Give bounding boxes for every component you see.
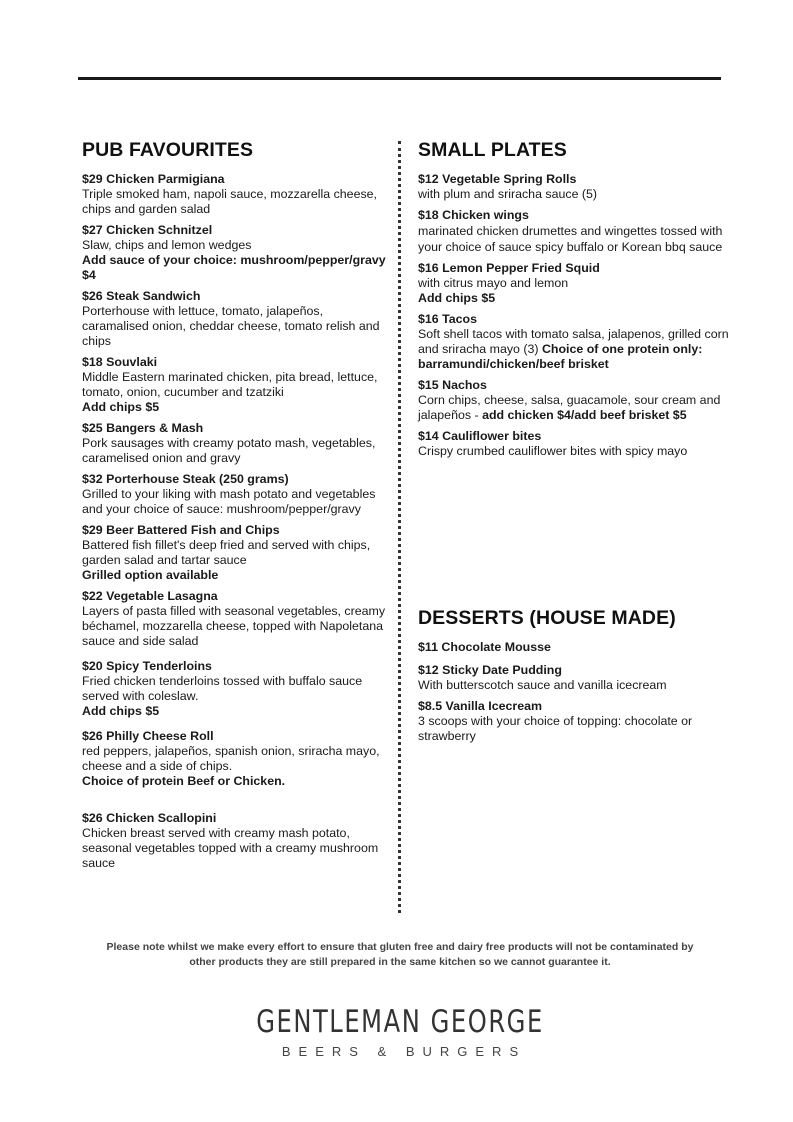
item-desc: Triple smoked ham, napoli sauce, mozzarella cheese, chips and garden salad: [82, 187, 377, 216]
item-desc: marinated chicken drumettes and wingettes tossed with your choice of sauce spicy buffalo or Korean bbq sauce: [418, 224, 723, 254]
menu-item: [82, 523, 392, 583]
item-desc: [418, 393, 738, 423]
item-desc: Battered fish fillet's deep fried and served with chips, garden salad and tartar sauce: [82, 538, 371, 567]
item-name: $11 Chocolate Mousse: [418, 640, 551, 654]
menu-item: [418, 312, 738, 372]
menu-item: [418, 640, 738, 655]
menu-item: [82, 172, 392, 217]
item-name: $16 Tacos: [418, 312, 478, 326]
item-note: Choice of protein Beef or Chicken.: [82, 774, 286, 788]
item-name: $16 Lemon Pepper Fried Squid: [418, 261, 600, 275]
menu-item: [82, 811, 392, 871]
item-name: $8.5 Vanilla Icecream: [418, 699, 542, 713]
section-title: DESSERTS (HOUSE MADE): [418, 607, 676, 629]
menu-item: [418, 429, 738, 459]
item-desc: [418, 327, 738, 372]
item-name: $18 Souvlaki: [82, 355, 158, 369]
disclaimer: [80, 940, 720, 970]
menu-item: [82, 659, 392, 719]
item-name: $29 Beer Battered Fish and Chips: [82, 523, 280, 537]
column-divider: [398, 141, 401, 913]
item-desc: Pork sausages with creamy potato mash, vegetables, caramelised onion and gravy: [82, 436, 376, 465]
brand-logo: [200, 1004, 600, 1059]
item-desc: red peppers, jalapeños, spanish onion, sriracha mayo, cheese and a side of chips.: [82, 744, 380, 773]
item-name: $12 Sticky Date Pudding: [418, 663, 562, 677]
menu-item: [418, 208, 738, 255]
menu-item: [418, 261, 738, 306]
menu-item: [418, 378, 738, 423]
item-desc-text: Corn chips, cheese, salsa, guacamole, sour cream and jalapeños -: [418, 393, 721, 422]
item-name: $32 Porterhouse Steak (250 grams): [82, 472, 289, 486]
menu-item: [82, 289, 392, 349]
desserts-section: [418, 607, 738, 750]
menu-item: [82, 472, 392, 517]
item-name: $18 Chicken wings: [418, 208, 529, 222]
item-desc: With butterscotch sauce and vanilla icecream: [418, 678, 667, 692]
item-name: $27 Chicken Schnitzel: [82, 223, 213, 237]
menu-item: [418, 172, 738, 202]
menu-item: [418, 663, 738, 693]
item-desc-text: Soft shell tacos with tomato salsa, jalapenos, grilled corn and sriracha mayo (3): [418, 327, 729, 356]
item-desc-bold: add chicken $4/add beef brisket $5: [482, 408, 687, 422]
item-desc: Porterhouse with lettuce, tomato, jalapeños, caramalised onion, cheddar cheese, tomato relish and chips: [82, 304, 380, 348]
item-desc: with citrus mayo and lemon: [418, 276, 569, 290]
item-desc: Slaw, chips and lemon wedges: [82, 238, 252, 252]
item-name: $25 Bangers & Mash: [82, 421, 204, 435]
disclaimer-line: other products they are still prepared in the same kitchen so we cannot guarantee it.: [189, 956, 611, 968]
menu-item: [82, 355, 392, 415]
menu-item: [82, 421, 392, 466]
item-name: $15 Nachos: [418, 378, 487, 392]
item-note: Add chips $5: [82, 400, 160, 414]
top-rule: [78, 77, 721, 80]
item-name: $26 Chicken Scallopini: [82, 811, 217, 825]
item-desc: Layers of pasta filled with seasonal vegetables, creamy béchamel, mozzarella cheese, topped with Napoletana sauce and side salad: [82, 604, 386, 648]
item-desc: Chicken breast served with creamy mash potato, seasonal vegetables topped with a creamy mushroom sauce: [82, 826, 379, 870]
section-title: SMALL PLATES: [418, 139, 567, 161]
item-name: $26 Philly Cheese Roll: [82, 729, 214, 743]
item-name: $29 Chicken Parmigiana: [82, 172, 225, 186]
small-plates-section: [418, 139, 738, 465]
pub-favourites-section: [82, 139, 392, 877]
item-desc: Crispy crumbed cauliflower bites with spicy mayo: [418, 444, 688, 458]
item-desc: Fried chicken tenderloins tossed with buffalo sauce served with coleslaw.: [82, 674, 363, 703]
item-note: Add sauce of your choice: mushroom/pepper/gravy $4: [82, 253, 386, 282]
item-note: Grilled option available: [82, 568, 219, 582]
menu-item: [82, 729, 392, 789]
disclaimer-line: Please note whilst we make every effort to ensure that gluten free and dairy free products will not be contaminated by: [106, 941, 694, 953]
item-desc: 3 scoops with your choice of topping: chocolate or strawberry: [418, 714, 693, 743]
logo-tagline: BEERS & BURGERS: [281, 1044, 527, 1059]
item-name: $22 Vegetable Lasagna: [82, 589, 218, 603]
item-name: $14 Cauliflower bites: [418, 429, 542, 443]
menu-item: [82, 589, 392, 649]
item-name: $12 Vegetable Spring Rolls: [418, 172, 577, 186]
item-name: $20 Spicy Tenderloins: [82, 659, 212, 673]
logo-wordmark: GENTLEMAN GEORGE: [256, 1004, 544, 1040]
item-note: Add chips $5: [82, 704, 160, 718]
menu-item: [82, 223, 392, 283]
item-desc: Grilled to your liking with mash potato and vegetables and your choice of sauce: mushroom/pepper/gravy: [82, 487, 376, 516]
item-name: $26 Steak Sandwich: [82, 289, 201, 303]
menu-item: [418, 699, 738, 744]
item-desc: Middle Eastern marinated chicken, pita bread, lettuce, tomato, onion, cucumber and tzatziki: [82, 370, 378, 399]
item-note: Add chips $5: [418, 291, 496, 305]
item-desc: with plum and sriracha sauce (5): [418, 187, 598, 201]
item-desc-bold: Choice of one protein only: barramundi/chicken/beef brisket: [418, 342, 703, 371]
section-title: PUB FAVOURITES: [82, 139, 254, 161]
